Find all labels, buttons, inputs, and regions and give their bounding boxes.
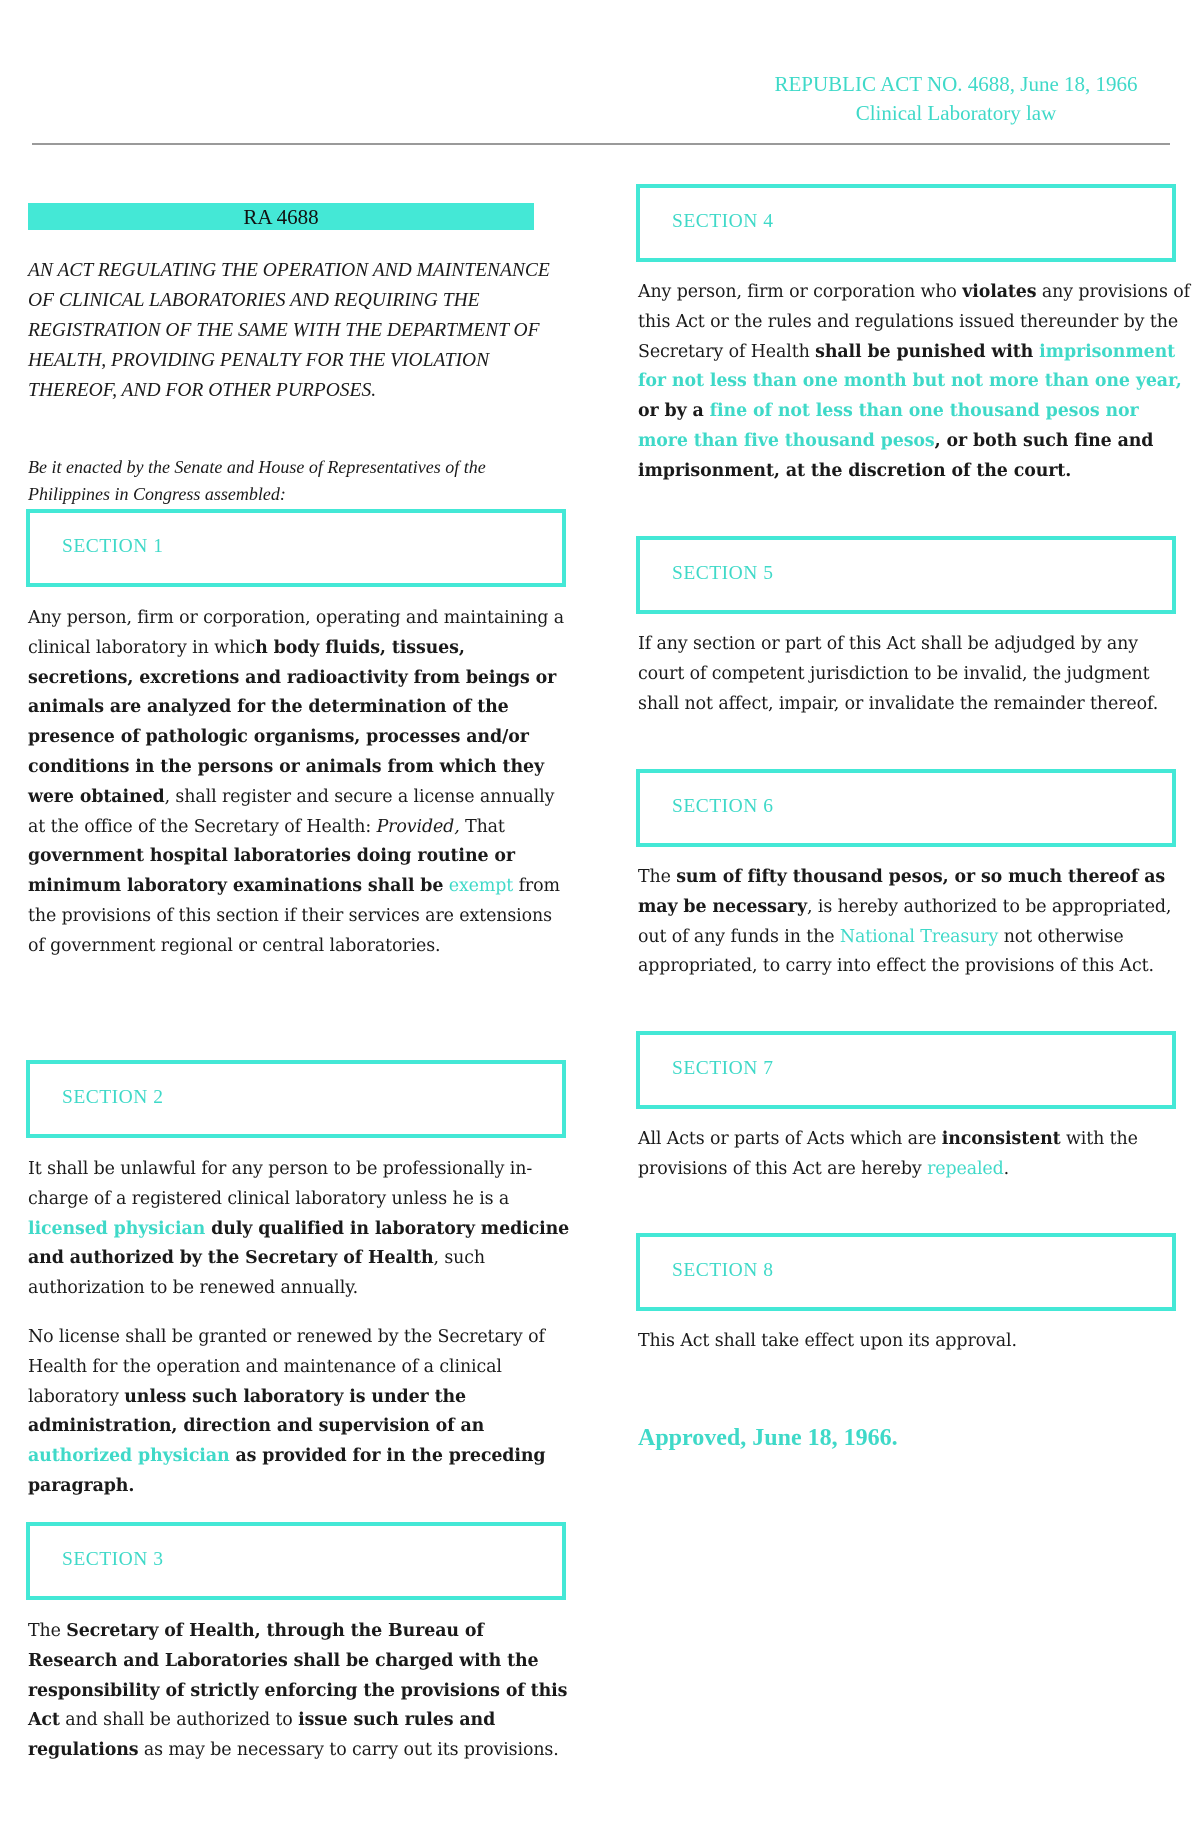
text-run: with the provisions of this Act are hereby (638, 1129, 1138, 1179)
highlight-run: imprisonment for not less than one month but not more than one year, (638, 341, 1182, 392)
section-2-text-1 (28, 1155, 574, 1304)
section-2-text-2 (28, 1323, 574, 1502)
bold-run: h body fluids, tissues, secretions, excretions and radioactivity from beings or animals are analyzed for the determination of the presence of pathologic organisms, processes and/or conditions in the persons or animals from which they were obtained (28, 637, 557, 807)
section-2-heading: SECTION 2 (62, 1087, 164, 1108)
text-run: any provisions of this Act or the rules and regulations issued thereunder by the Secretary of Health (638, 282, 1190, 362)
section-1-text (28, 604, 574, 962)
section-1-heading-box (26, 509, 566, 587)
text-run: , such authorization to be renewed annually. (28, 1248, 486, 1299)
section-4-text (638, 278, 1190, 487)
text-run: , shall register and secure a license annually at the office of the Secretary of Health: (28, 786, 555, 837)
text-run: The (28, 1621, 67, 1641)
section-1-heading: SECTION 1 (62, 536, 164, 557)
text-run: The (638, 867, 677, 887)
section-8-text: This Act shall take effect upon its approval. (638, 1331, 1017, 1351)
section-3-heading-box (26, 1522, 566, 1600)
bold-run: inconsistent (941, 1129, 1061, 1149)
section-5-text: If any section or part of this Act shall be adjudged by any court of competent jurisdiction to be invalid, the judgment shall not affect, impair, or invalidate the remainder thereof. (638, 634, 1159, 714)
section-7-heading-box (636, 1031, 1176, 1109)
bold-run: unless such laboratory is under the administration, direction and supervision of an (28, 1386, 485, 1437)
header-subtitle: Clinical Laboratory law (855, 101, 1057, 125)
text-run: not otherwise appropriated, to carry into effect the provisions of this Act. (638, 926, 1154, 977)
section-3-text (28, 1617, 574, 1766)
text-run: and shall be authorized to (59, 1710, 299, 1731)
text-run: as may be necessary to carry out its provisions. (138, 1740, 559, 1761)
bold-run: Secretary of Health, through the Bureau of Research and Laboratories shall be charged with the responsibility of strictly enforcing the provisions of this Act (28, 1621, 568, 1731)
text-run: It shall be unlawful for any person to be professionally in-charge of a registered clinical laboratory unless he is a (28, 1159, 533, 1209)
text-run: . (1003, 1158, 1010, 1179)
bold-run: violates (962, 282, 1037, 302)
text-run: That (459, 816, 505, 837)
approval-date: Approved, June 18, 1966. (638, 1425, 898, 1451)
document-header (736, 70, 1176, 128)
bold-run: , or both such fine and imprisonment, at the discretion of the court. (638, 430, 1154, 481)
bold-run: as provided for in the preceding paragraph. (28, 1446, 546, 1496)
text-run: Any person, firm or corporation who (638, 282, 963, 302)
section-2-heading-box (26, 1060, 566, 1138)
text-run: , is hereby authorized to be appropriated, out of any funds in the (638, 896, 1172, 947)
section-6-heading-box (636, 769, 1176, 847)
highlight-run: exempt (448, 876, 514, 897)
section-8-heading: SECTION 8 (672, 1260, 774, 1281)
header-act-number: REPUBLIC ACT NO. 4688, June 18, 1966 (774, 72, 1138, 96)
section-3-heading: SECTION 3 (62, 1549, 164, 1570)
section-4-heading: SECTION 4 (672, 211, 774, 232)
highlight-run: licensed physician (28, 1218, 206, 1239)
header-divider (32, 143, 1170, 145)
highlight-run: National Treasury (839, 926, 999, 947)
section-5-heading-box (636, 536, 1176, 614)
section-6-text (638, 863, 1184, 982)
text-run: Any person, firm or corporation, operating and maintaining a clinical laboratory in whic (28, 608, 564, 658)
bold-run: shall be punished with (815, 341, 1034, 362)
section-8-heading-box (636, 1233, 1176, 1311)
bold-run: or by a (638, 401, 710, 422)
highlight-run: fine of not less than one thousand pesos nor more than five thousand pesos (638, 401, 1139, 451)
highlight-run: repealed (927, 1158, 1004, 1179)
section-7-text (638, 1125, 1184, 1185)
ra-label-bar: RA 4688 (28, 203, 534, 230)
text-run: All Acts or parts of Acts which are (638, 1129, 942, 1149)
italic-run: Provided, (376, 816, 460, 837)
section-6-heading: SECTION 6 (672, 796, 774, 817)
bold-run: duly qualified in laboratory medicine and authorized by the Secretary of Health (28, 1218, 570, 1269)
section-4-heading-box (636, 184, 1176, 262)
bold-run: sum of fifty thousand pesos, or so much thereof as may be necessary (638, 867, 1166, 917)
highlight-run: authorized physician (28, 1446, 230, 1467)
text-run: No license shall be granted or renewed by the Secretary of Health for the operation and maintenance of a clinical laboratory (28, 1327, 545, 1407)
section-7-heading: SECTION 7 (672, 1058, 774, 1079)
act-title: AN ACT REGULATING THE OPERATION AND MAINTENANCE OF CLINICAL LABORATORIES AND REQUIRING THE REGISTRATION OF THE SAME WITH THE DEPARTMENT OF HEALTH, PROVIDING PENALTY FOR THE VIOLATION THEREOF, AND FOR OTHER PURPOSES. (28, 260, 550, 401)
enacting-clause: Be it enacted by the Senate and House of Representatives of the Philippines in Congress assembled: (28, 457, 486, 504)
section-5-heading: SECTION 5 (672, 563, 774, 584)
bold-run: government hospital laboratories doing routine or minimum laboratory examinations shall be (28, 846, 515, 897)
text-run: from the provisions of this section if their services are extensions of government regional or central laboratories. (28, 876, 560, 956)
bold-run: issue such rules and regulations (28, 1710, 496, 1761)
